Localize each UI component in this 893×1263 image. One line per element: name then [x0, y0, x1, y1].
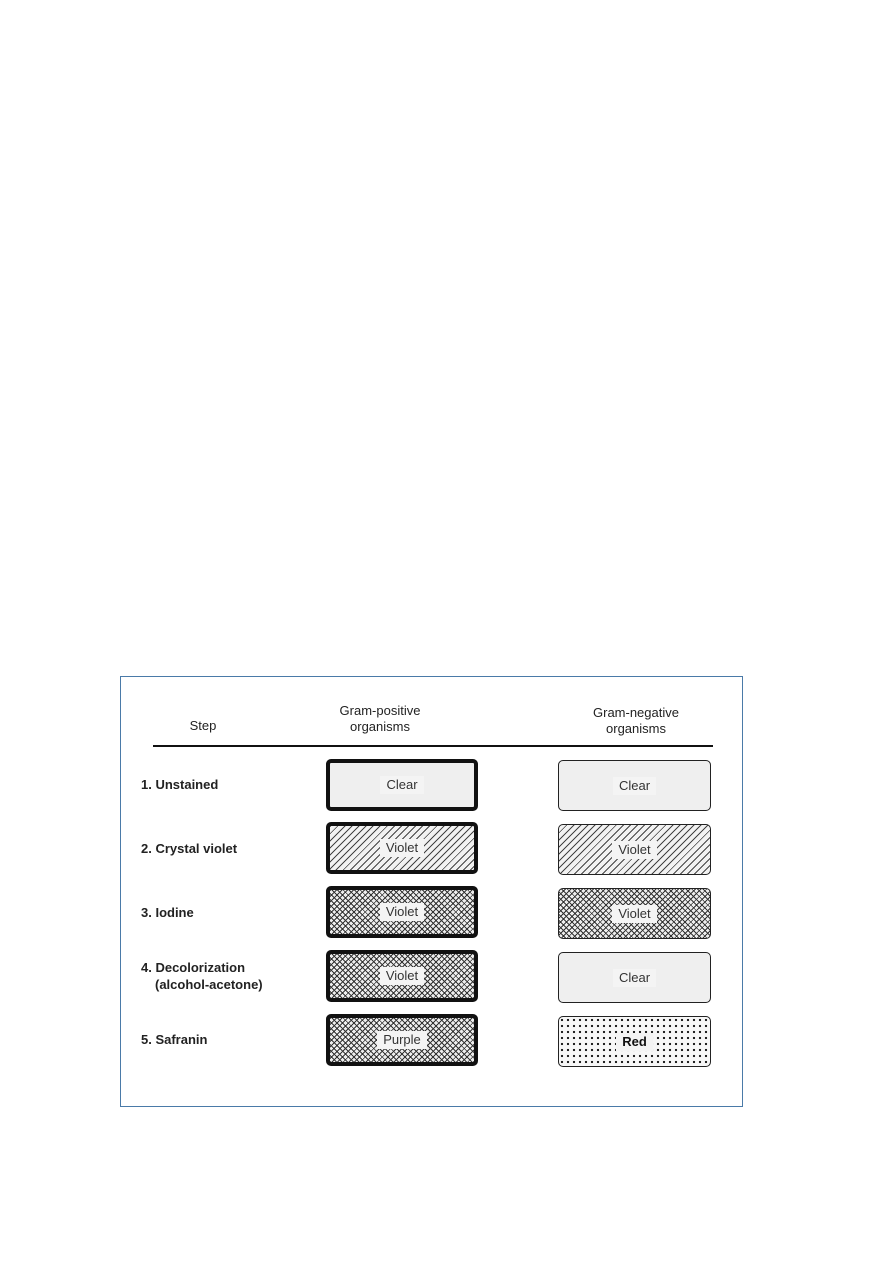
- gram-stain-figure: [120, 676, 743, 1107]
- step-label-text: 3. Iodine: [141, 905, 194, 920]
- step-label-decolorization: [141, 959, 311, 993]
- cell-result: Clear: [613, 777, 656, 795]
- header-gram-negative-line1: Gram-negative: [593, 705, 679, 720]
- cell-result: Clear: [380, 776, 423, 794]
- header-gram-positive: [311, 703, 449, 735]
- cell-result: Red: [616, 1033, 653, 1051]
- step-label-text: 4. Decolorization: [141, 960, 246, 975]
- gram-negative-cell-crystal-violet: [558, 824, 711, 875]
- gram-positive-cell-iodine: [326, 886, 478, 938]
- gram-negative-cell-iodine: [558, 888, 711, 939]
- gram-negative-cell-decolorization: [558, 952, 711, 1003]
- step-label-crystal-violet: [141, 840, 311, 857]
- gram-positive-cell-crystal-violet: [326, 822, 478, 874]
- gram-positive-cell-unstained: [326, 759, 478, 811]
- header-gram-negative-line2: organisms: [606, 721, 666, 736]
- header-gram-negative: [561, 705, 711, 737]
- gram-negative-cell-safranin: [558, 1016, 711, 1067]
- step-label-text: 2. Crystal violet: [141, 841, 238, 856]
- cell-result: Violet: [612, 841, 656, 859]
- cell-result: Clear: [613, 969, 656, 987]
- step-label-unstained: [141, 776, 311, 793]
- step-label-iodine: [141, 904, 311, 921]
- cell-result: Violet: [612, 905, 656, 923]
- header-gram-positive-line2: organisms: [350, 719, 410, 734]
- step-label-text: 1. Unstained: [141, 777, 219, 792]
- header-gram-positive-line1: Gram-positive: [339, 703, 421, 718]
- cell-result: Violet: [380, 967, 424, 985]
- gram-negative-cell-unstained: [558, 760, 711, 811]
- header-divider: [153, 745, 713, 747]
- step-label-subtext: (alcohol-acetone): [155, 977, 263, 992]
- cell-result: Purple: [377, 1031, 427, 1049]
- step-label-text: 5. Safranin: [141, 1032, 208, 1047]
- gram-positive-cell-decolorization: [326, 950, 478, 1002]
- cell-result: Violet: [380, 903, 424, 921]
- gram-positive-cell-safranin: [326, 1014, 478, 1066]
- cell-result: Violet: [380, 839, 424, 857]
- step-label-safranin: [141, 1031, 311, 1048]
- header-step: Step: [189, 718, 217, 733]
